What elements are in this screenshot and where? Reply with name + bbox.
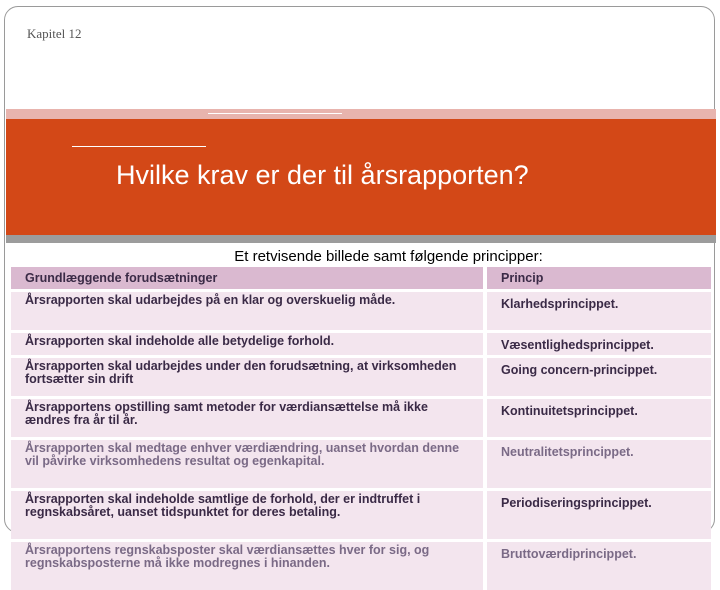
condition-cell: Årsrapportens regnskabsposter skal værdiansættes hver for sig, og regnskabsposterne må ikke modregnes i hinanden. bbox=[11, 541, 485, 590]
principle-cell: Væsentlighedsprincippet. bbox=[485, 332, 711, 357]
principle-cell: Klarhedsprincippet. bbox=[485, 291, 711, 332]
principle-cell: Periodiseringsprincippet. bbox=[485, 490, 711, 541]
principles-table bbox=[11, 267, 711, 590]
condition-cell: Årsrapporten skal medtage enhver værdiændring, uanset hvordan denne vil påvirke virksomhedens resultat og egenkapital. bbox=[11, 439, 485, 490]
principle-cell: Going concern-princippet. bbox=[485, 357, 711, 398]
table-row bbox=[11, 291, 711, 332]
table-row bbox=[11, 490, 711, 541]
principle-cell: Neutralitetsprincippet. bbox=[485, 439, 711, 490]
table-header-row bbox=[11, 267, 711, 291]
header-principle: Princip bbox=[485, 267, 711, 291]
condition-cell: Årsrapporten skal udarbejdes på en klar og overskuelig måde. bbox=[11, 291, 485, 332]
header-conditions: Grundlæggende forudsætninger bbox=[11, 267, 485, 291]
condition-cell: Årsrapporten skal indeholde samtlige de forhold, der er indtruffet i regnskabsåret, uanset tidspunktet for deres betaling. bbox=[11, 490, 485, 541]
divider-bar bbox=[6, 235, 716, 243]
slide-subtitle: Et retvisende billede samt følgende principper: bbox=[0, 248, 720, 265]
condition-cell: Årsrapporten skal udarbejdes under den forudsætning, at virksomheden fortsætter sin drift bbox=[11, 357, 485, 398]
table-row bbox=[11, 398, 711, 439]
condition-cell: Årsrapportens opstilling samt metoder for værdiansættelse må ikke ændres fra år til år. bbox=[11, 398, 485, 439]
principle-cell: Bruttoværdiprincippet. bbox=[485, 541, 711, 590]
accent-line bbox=[208, 113, 342, 114]
accent-bar bbox=[6, 109, 716, 119]
table-row bbox=[11, 357, 711, 398]
title-rule bbox=[72, 146, 206, 147]
table-row bbox=[11, 332, 711, 357]
slide-title: Hvilke krav er der til årsrapporten? bbox=[116, 160, 529, 191]
principle-cell: Kontinuitetsprincippet. bbox=[485, 398, 711, 439]
table-row bbox=[11, 439, 711, 490]
table-row bbox=[11, 541, 711, 590]
chapter-label: Kapitel 12 bbox=[27, 26, 82, 42]
condition-cell: Årsrapporten skal indeholde alle betydelige forhold. bbox=[11, 332, 485, 357]
